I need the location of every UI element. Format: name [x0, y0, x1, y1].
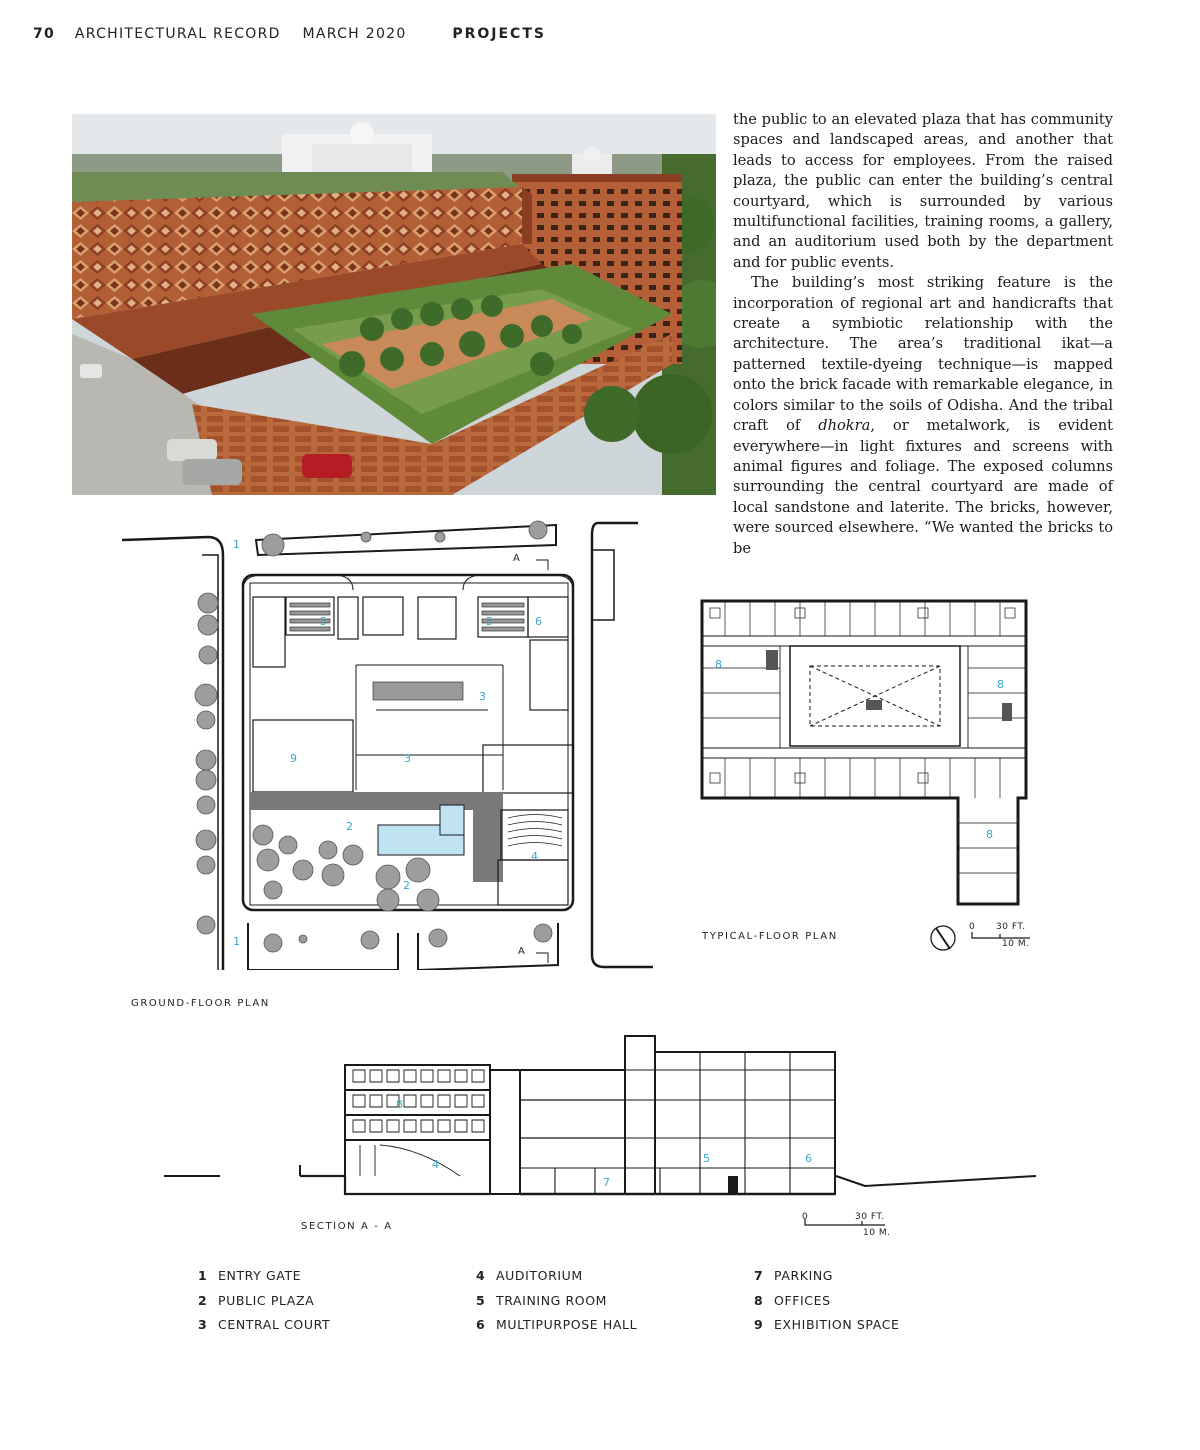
legend-column-3 — [754, 1268, 900, 1342]
legend-item: 5 TRAINING ROOM — [476, 1292, 608, 1308]
plan-number-1-top: 1 — [233, 538, 242, 551]
page-header — [33, 26, 562, 42]
legend-column-2 — [476, 1268, 637, 1342]
dhokra-term: dhokra — [818, 417, 871, 435]
section-scale-zero: 0 — [802, 1212, 809, 1222]
legend-item: 8 OFFICES — [754, 1292, 831, 1308]
plan-number-6: 6 — [535, 615, 544, 628]
scale-zero: 0 — [969, 922, 976, 932]
typical-number-8-wing: 8 — [986, 828, 995, 841]
plan-number-2: 2 — [346, 820, 355, 833]
section-number-6: 6 — [805, 1152, 814, 1165]
section-scale-meters: 10 M. — [863, 1228, 891, 1238]
section-label: SECTION A - A — [301, 1221, 393, 1232]
typical-number-8-left: 8 — [715, 658, 724, 671]
typical-floor-plan — [700, 598, 1030, 908]
scale-bar-section — [800, 1212, 900, 1242]
typical-floor-plan-label: TYPICAL-FLOOR PLAN — [702, 931, 838, 942]
scale-feet: 30 FT. — [996, 922, 1026, 932]
issue-date: MARCH 2020 — [302, 26, 407, 42]
legend-column-1 — [198, 1268, 330, 1342]
section-number-4: 4 — [432, 1158, 441, 1171]
section-number-7: 7 — [603, 1176, 612, 1189]
paragraph-2: The building’s most striking feature is the incorporation of regional art and handicrafts that create a symbiotic relationship with the architecture. The area’s traditional ikat—a patterned textile-dyeing technique—is mapped onto the brick facade with remarkable elegance, in colors similar to the soils of Odisha. And the tribal craft of dhokra, or metalwork, is evident everywhere—in light fixtures and screens with animal figures and foliage. The exposed columns surrounding the central courtyard are made of local sandstone and laterite. The bricks, however, were sourced elsewhere. “We wanted the bricks to be — [733, 274, 1113, 557]
section-marker-bottom: A — [518, 946, 525, 957]
section-scale-feet: 30 FT. — [855, 1212, 885, 1222]
legend-item: 9 EXHIBITION SPACE — [754, 1317, 900, 1332]
legend-item: 7 PARKING — [754, 1268, 834, 1283]
plan-number-5: 5 — [320, 615, 329, 628]
building-photo — [72, 114, 716, 495]
section-number-8: 8 — [396, 1098, 405, 1111]
section-drawing — [160, 1030, 1040, 1205]
plan-number-9: 9 — [290, 752, 299, 765]
scale-bar-plans — [930, 922, 1040, 956]
section-name: PROJECTS — [452, 26, 546, 42]
section-marker-top: A — [513, 553, 520, 564]
legend-item: 2 PUBLIC PLAZA — [198, 1292, 315, 1308]
plan-number-4: 4 — [531, 850, 540, 863]
plan-number-5b: 5 — [486, 615, 495, 628]
plan-number-1-bottom: 1 — [233, 935, 242, 948]
ground-floor-plan-label: GROUND-FLOOR PLAN — [131, 998, 270, 1009]
section-number-5: 5 — [703, 1152, 712, 1165]
legend-item: 3 CENTRAL COURT — [198, 1317, 331, 1332]
magazine-name: ARCHITECTURAL RECORD — [74, 26, 281, 42]
plan-number-2b: 2 — [403, 879, 412, 892]
scale-meters: 10 M. — [1002, 939, 1030, 949]
typical-number-8-right: 8 — [997, 678, 1006, 691]
article-body — [733, 110, 1113, 559]
paragraph-1: the public to an elevated plaza that has community spaces and landscaped areas, and another that leads to access for employees. From the raised plaza, the public can enter the building’s central courtyard, which is surrounded by various multifunctional facilities, training rooms, a gallery, and an auditorium used both by the department and for public events. — [733, 111, 1113, 271]
page-number: 70 — [33, 26, 56, 42]
legend-item: 6 MULTIPURPOSE HALL — [476, 1317, 638, 1332]
plan-number-3: 3 — [479, 690, 488, 703]
ground-floor-plan — [118, 515, 663, 970]
legend-item: 1 ENTRY GATE — [198, 1268, 302, 1283]
plan-number-3b: 3 — [404, 752, 413, 765]
legend-item: 4 AUDITORIUM — [476, 1268, 583, 1283]
